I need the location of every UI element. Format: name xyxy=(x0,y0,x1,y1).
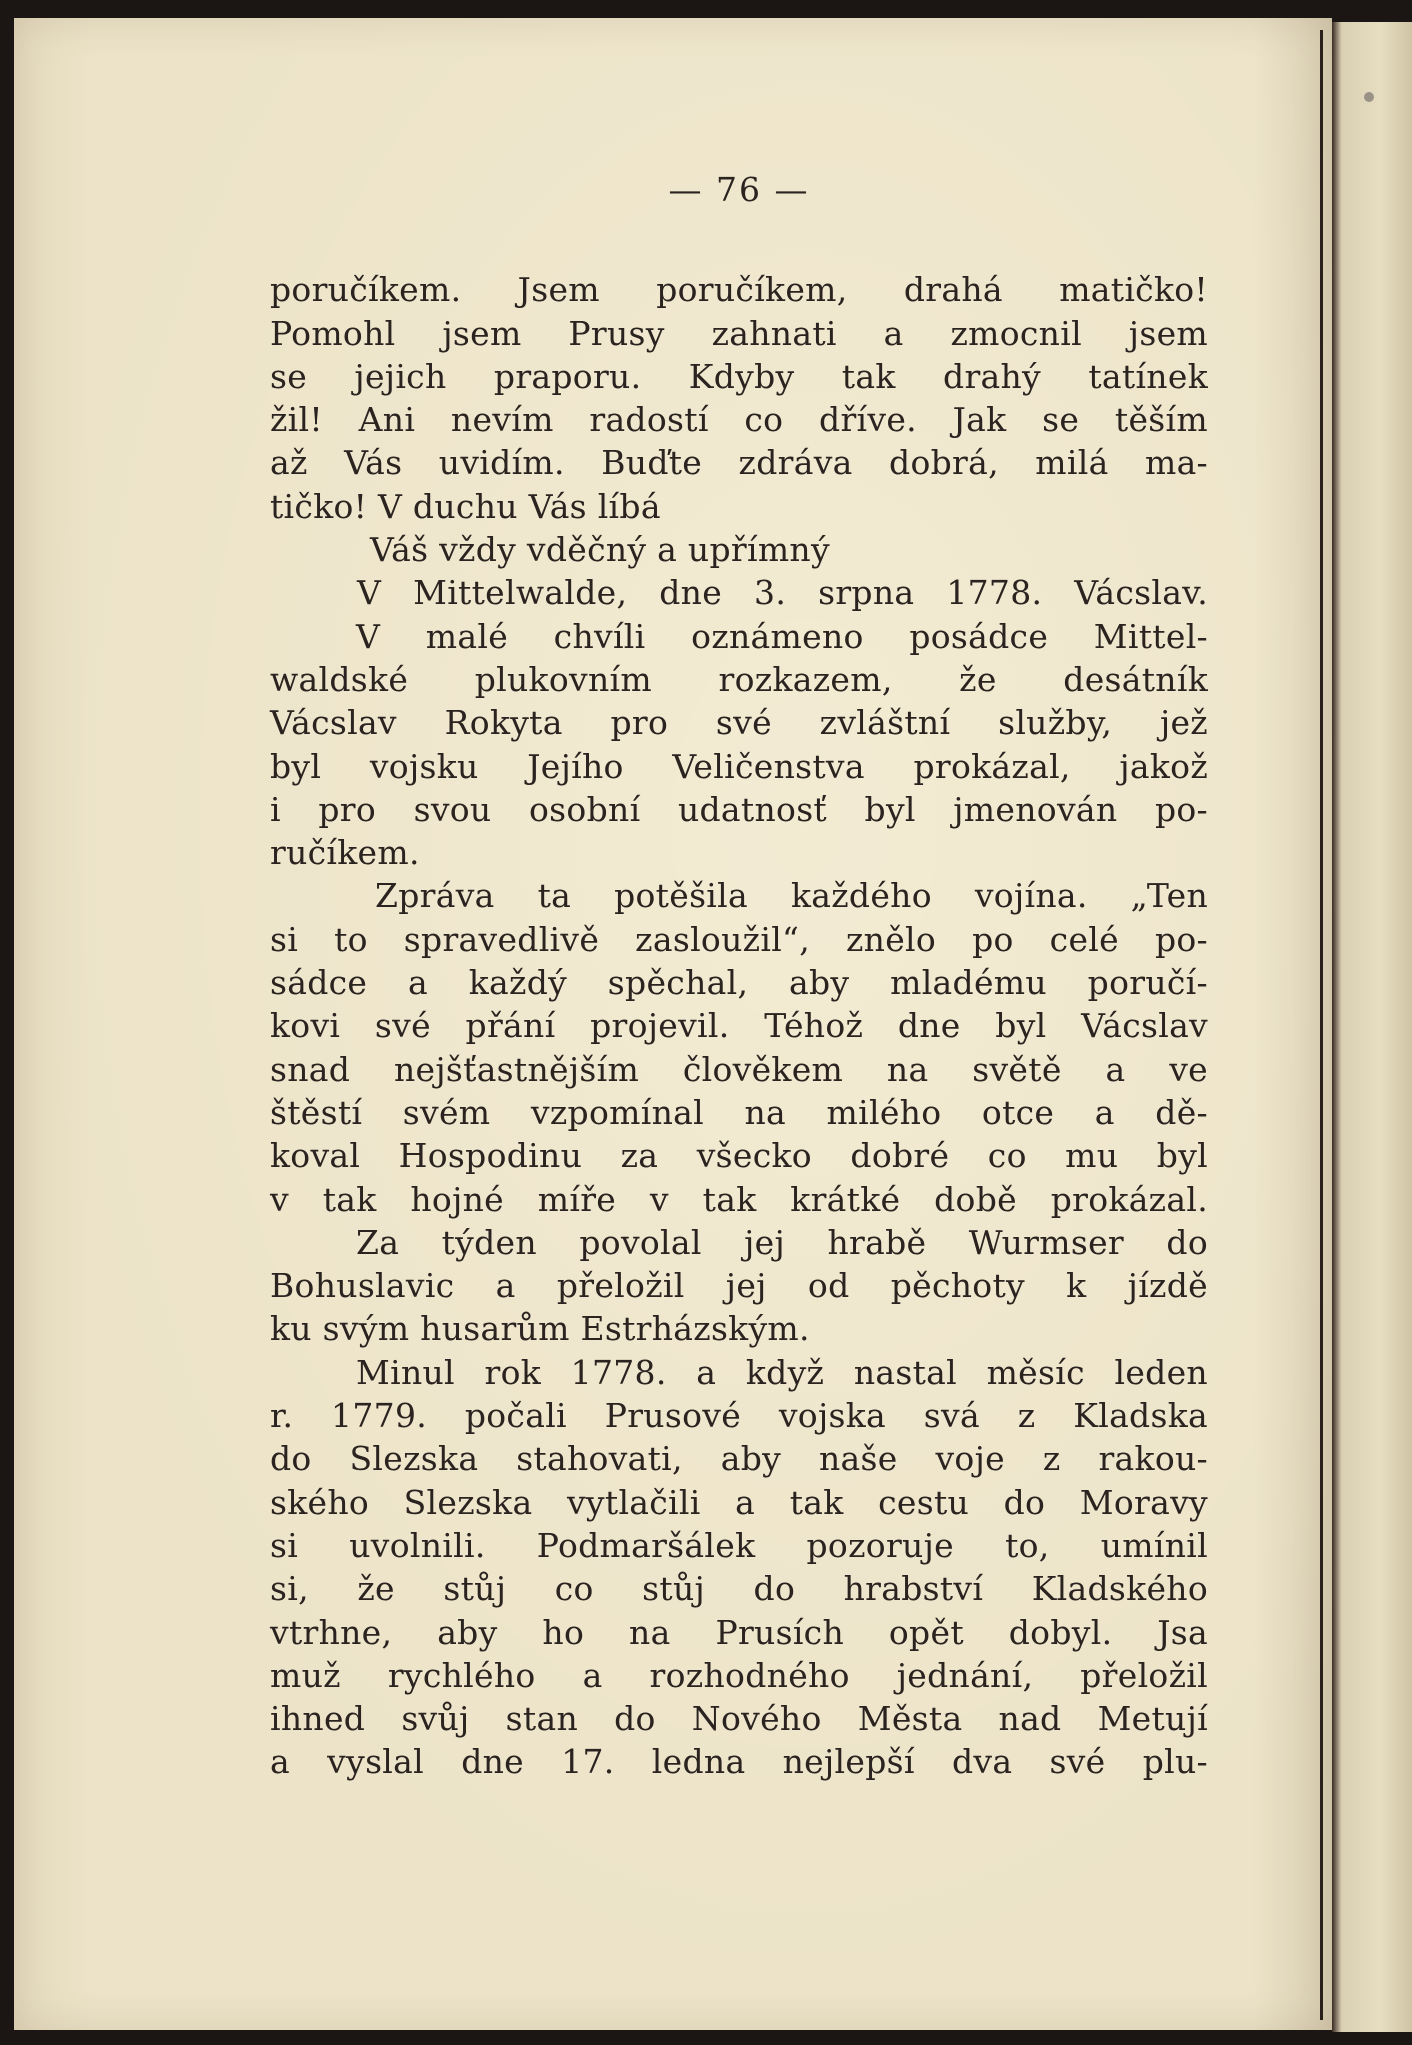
text-line: Minul rok 1778. a když nastal měsíc leden xyxy=(356,1352,1208,1392)
text-line: si, že stůj co stůj do hrabství Kladského xyxy=(270,1569,1208,1609)
page-number: — 76 — xyxy=(668,170,810,209)
text-line: waldské plukovním rozkazem, že desátník xyxy=(270,659,1208,699)
text-line: Bohuslavic a přeložil jej od pěchoty k jízdě xyxy=(270,1266,1208,1306)
page-edge-mark xyxy=(1364,92,1374,102)
text-line: až Vás uvidím. Buďte zdráva dobrá, milá ma- xyxy=(270,443,1208,483)
text-line: Za týden povolal jej hrabě Wurmser do xyxy=(356,1222,1208,1262)
text-line: r. 1779. počali Prusové vojska svá z Kladska xyxy=(270,1396,1208,1436)
text-line: muž rychlého a rozhodného jednání, přeložil xyxy=(270,1655,1208,1695)
text-line: kovi své přání projevil. Téhož dne byl Vácslav xyxy=(270,1006,1208,1046)
text-line: ručíkem. xyxy=(270,833,420,873)
text-line: Pomohl jsem Prusy zahnati a zmocnil jsem xyxy=(270,313,1208,353)
text-line: tičko! V duchu Vás líbá xyxy=(270,486,661,526)
adjacent-page-edge xyxy=(1332,22,1412,2032)
page-gutter-line xyxy=(1320,30,1323,2020)
text-line: v tak hojné míře v tak krátké době prokázal. xyxy=(270,1179,1208,1219)
text-line: koval Hospodinu za všecko dobré co mu byl xyxy=(270,1136,1208,1176)
text-line: byl vojsku Jejího Veličenstva prokázal, jakož xyxy=(270,746,1208,786)
text-line: V malé chvíli oznámeno posádce Mittel- xyxy=(356,616,1208,656)
text-line: se jejich praporu. Kdyby tak drahý tatínek xyxy=(270,356,1208,396)
text-line: ku svým husarům Estrházským. xyxy=(270,1309,810,1349)
text-line: ihned svůj stan do Nového Města nad Metují xyxy=(270,1699,1208,1739)
text-line: ského Slezska vytlačili a tak cestu do Moravy xyxy=(270,1482,1208,1522)
letter-closing: Váš vždy vděčný a upřímný xyxy=(370,530,830,570)
text-line: do Slezska stahovati, aby naše voje z rakou- xyxy=(270,1439,1208,1479)
text-line: snad nejšťastnějším člověkem na světě a ve xyxy=(270,1049,1208,1089)
text-line: štěstí svém vzpomínal na milého otce a dě- xyxy=(270,1092,1208,1132)
text-line: vtrhne, aby ho na Prusích opět dobyl. Jsa xyxy=(270,1612,1208,1652)
text-line: si to spravedlivě zasloužil“, znělo po celé po- xyxy=(270,919,1208,959)
page-text xyxy=(270,168,1208,1784)
text-line: žil! Ani nevím radostí co dříve. Jak se těším xyxy=(270,400,1208,440)
text-line: a vyslal dne 17. ledna nejlepší dva své plu- xyxy=(270,1742,1208,1782)
text-line: i pro svou osobní udatnosť byl jmenován po- xyxy=(270,789,1208,829)
text-line: sádce a každý spěchal, aby mladému poručí- xyxy=(270,963,1208,1003)
text-line: Vácslav Rokyta pro své zvláštní služby, jež xyxy=(270,703,1208,743)
text-line: si uvolnili. Podmaršálek pozoruje to, umínil xyxy=(270,1525,1208,1565)
text-line: Zpráva ta potěšila každého vojína. „Ten xyxy=(375,876,1208,916)
text-line: poručíkem. Jsem poručíkem, drahá matičko! xyxy=(270,270,1208,310)
letter-signature: V Mittelwalde, dne 3. srpna 1778. Vácslav. xyxy=(357,573,1208,613)
